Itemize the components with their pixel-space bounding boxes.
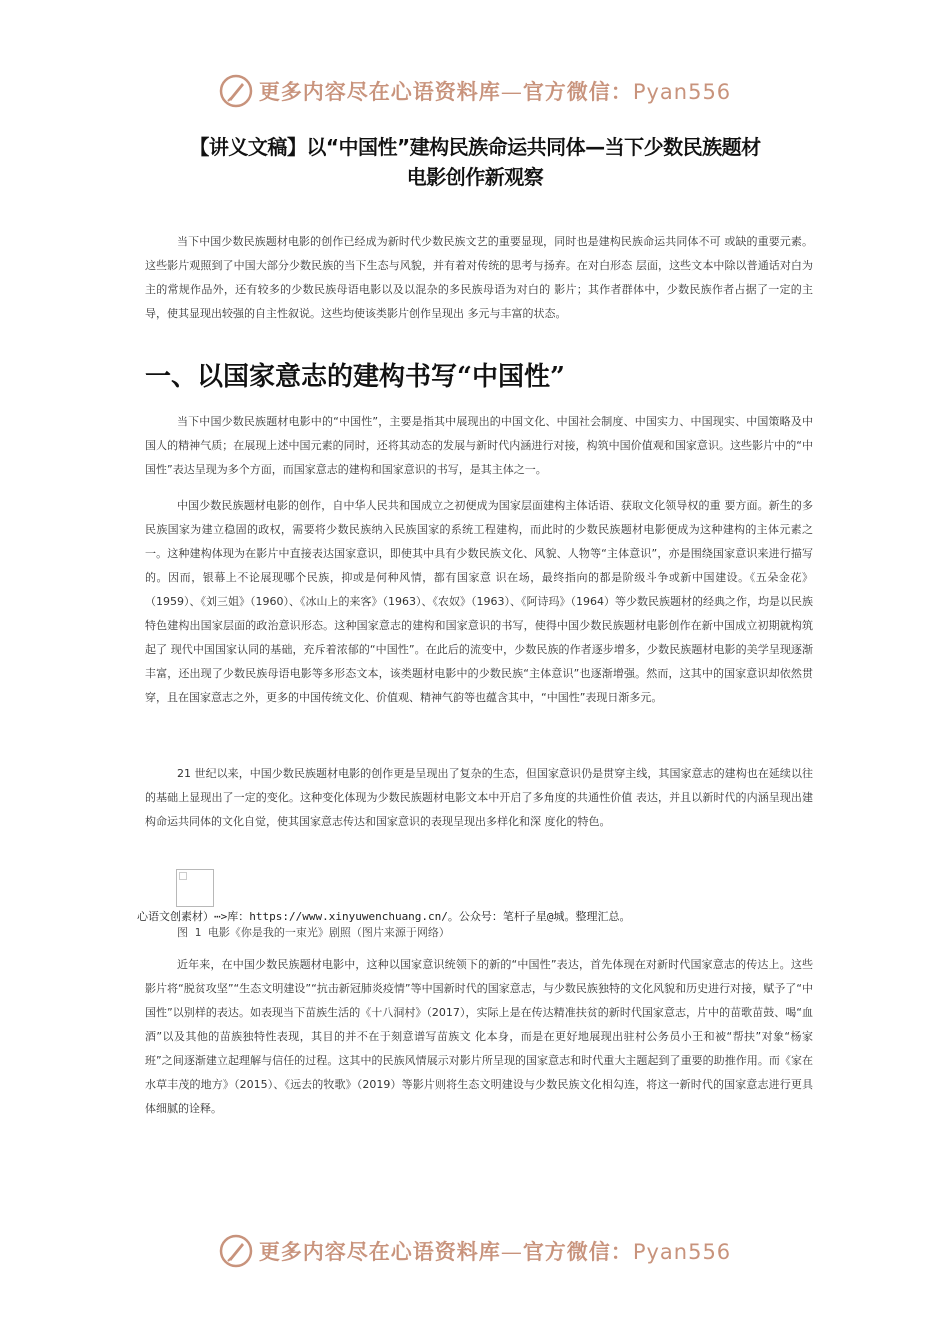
banner-separator: — xyxy=(500,1240,523,1264)
banner-main-text: 更多内容尽在心语资料库 xyxy=(258,79,501,104)
intro-paragraph: 当下中国少数民族题材电影的创作已经成为新时代少数民族文艺的重要显现，同时也是建构民族命运共同体不可 或缺的重要元素。这些影片观照到了中国大部分少数民族的当下生态与风貌，并有着对传统的思考与扬弃。在对白形态 层面，这些文本中除以普通话对白为主的常规作品外，还有较多的少数民族母语电影以及以混杂的多民族母语为对白的 影片；其作者群体中，少数民族作者占据了一定的主导，使其显现出较强的自主性叙说。这些均使该类影片创作呈现出 多元与丰富的状态。 xyxy=(145,235,813,320)
banner-separator: — xyxy=(500,80,523,104)
banner-wechat-label: 官方微信： xyxy=(522,1239,633,1264)
paragraph-2: 中国少数民族题材电影的创作，自中华人民共和国成立之初便成为国家层面建构主体话语、获取文化领导权的重 要方面。新生的多民族国家为建立稳固的政权，需要将少数民族纳入民族国家的系统工程建构，而此时的少数民族题材电影便成为这种建构的主体元素之一。这种建构体现为在影片中直接表达国家意识，即使其中具有少数民族文化、风貌、人物等“主体意识”，亦是围绕国家意识来进行描写的。因而，银幕上不论展现哪个民族，抑或是何种风情，都有国家意 识在场，最终指向的都是阶级斗争或新中国建设。《五朵金花》（1959）、《刘三姐》（1960）、《冰山上的来客》（1963）、《农奴》（1963）、《阿诗玛》（1964）等少数民族题材的经典之作，均是以民族特色建构出国家层面的政治意识形态。这种国家意志的建构和国家意识的书写，使得中国少数民族题材电影创作在新中国成立初期就构筑起了 现代中国国家认同的基础，充斥着浓郁的“中国性”。在此后的流变中，少数民族的作者逐步增多，少数民族题材电影的美学呈现逐渐丰富，还出现了少数民族母语电影等多形态文本，该类题材电影中的少数民族“主体意识”也逐渐增强。然而，这其中的国家意识却依然贯穿，且在国家意志之外，更多的中国传统文化、价值观、精神气韵等也蕴含其中，“中国性”表现日渐多元。 xyxy=(145,499,813,704)
document-title xyxy=(120,132,830,192)
film-still-image xyxy=(176,869,214,907)
paragraph-3: 21 世纪以来，中国少数民族题材电影的创作更是呈现出了复杂的生态，但国家意识仍是贯穿主线，其国家意志的建构也在延续以往的基础上显现出了一定的变化。这种变化体现为少数民族题材电影文本中开启了多角度的共通性价值 表达，并且以新时代的内涵呈现出建构命运共同体的文化自觉，使其国家意志传达和国家意识的表现呈现出多样化和深 度化的特色。 xyxy=(145,767,813,828)
footer-banner xyxy=(0,1234,950,1268)
header-banner xyxy=(0,74,950,108)
banner-wechat-id: Pyan556 xyxy=(632,1240,732,1264)
banner-wechat-id: Pyan556 xyxy=(632,80,732,104)
broken-image-icon xyxy=(179,872,187,880)
source-line: 心语文创素材）⋯>库：https://www.xinyuwenchuang.cn/。公众号：笔杆子星@城。整理汇总。 xyxy=(137,910,631,923)
quill-logo-icon xyxy=(219,1234,253,1268)
quill-logo-icon xyxy=(219,74,253,108)
paragraph-4: 近年来，在中国少数民族题材电影中，这种以国家意识统领下的新的“中国性”表达，首先体现在对新时代国家意志的传达上。这些影片将“脱贫攻坚”“生态文明建设”“抗击新冠肺炎疫情”等中国新时代的国家意志，与少数民族独特的文化风貌和历史进行对接，赋予了“中国性”以别样的表达。如表现当下苗族生活的《十八洞村》（2017），实际上是在传达精准扶贫的新时代国家意志，片中的苗歌苗鼓、喝“血酒”以及其他的苗族独特性表现，其目的并不在于刻意谱写苗族文 化本身，而是在更好地展现出驻村公务员小王和被“帮扶”对象“杨家班”之间逐渐建立起理解与信任的过程。这其中的民族风情展示对影片所呈现的国家意志和时代重大主题起到了重要的助推作用。而《家在水草丰茂的地方》（2015）、《远去的牧歌》（2019）等影片则将生态文明建设与少数民族文化相勾连，将这一新时代的国家意志进行更具体细腻的诠释。 xyxy=(145,958,813,1115)
paragraph-1: 当下中国少数民族题材电影中的“中国性”，主要是指其中展现出的中国文化、中国社会制度、中国实力、中国现实、中国策略及中国人的精神气质；在展现上述中国元素的同时，还将其动态的发展与新时代内涵进行对接，构筑中国价值观和国家意识。这些影片中的“中国性”表达呈现为多个方面，而国家意志的建构和国家意识的书写，是其主体之一。 xyxy=(145,415,813,476)
banner-wechat-label: 官方微信： xyxy=(522,79,633,104)
section-heading: 一、以国家意志的建构书写“中国性” xyxy=(145,362,565,392)
banner-main-text: 更多内容尽在心语资料库 xyxy=(258,1239,501,1264)
figure-caption: 图 1 电影《你是我的一束光》剧照（图片来源于网络） xyxy=(177,926,450,939)
title-line-1: 【讲义文稿】以“中国性”建构民族命运共同体—当下少数民族题材 xyxy=(189,135,761,159)
title-line-2: 电影创作新观察 xyxy=(406,165,544,189)
